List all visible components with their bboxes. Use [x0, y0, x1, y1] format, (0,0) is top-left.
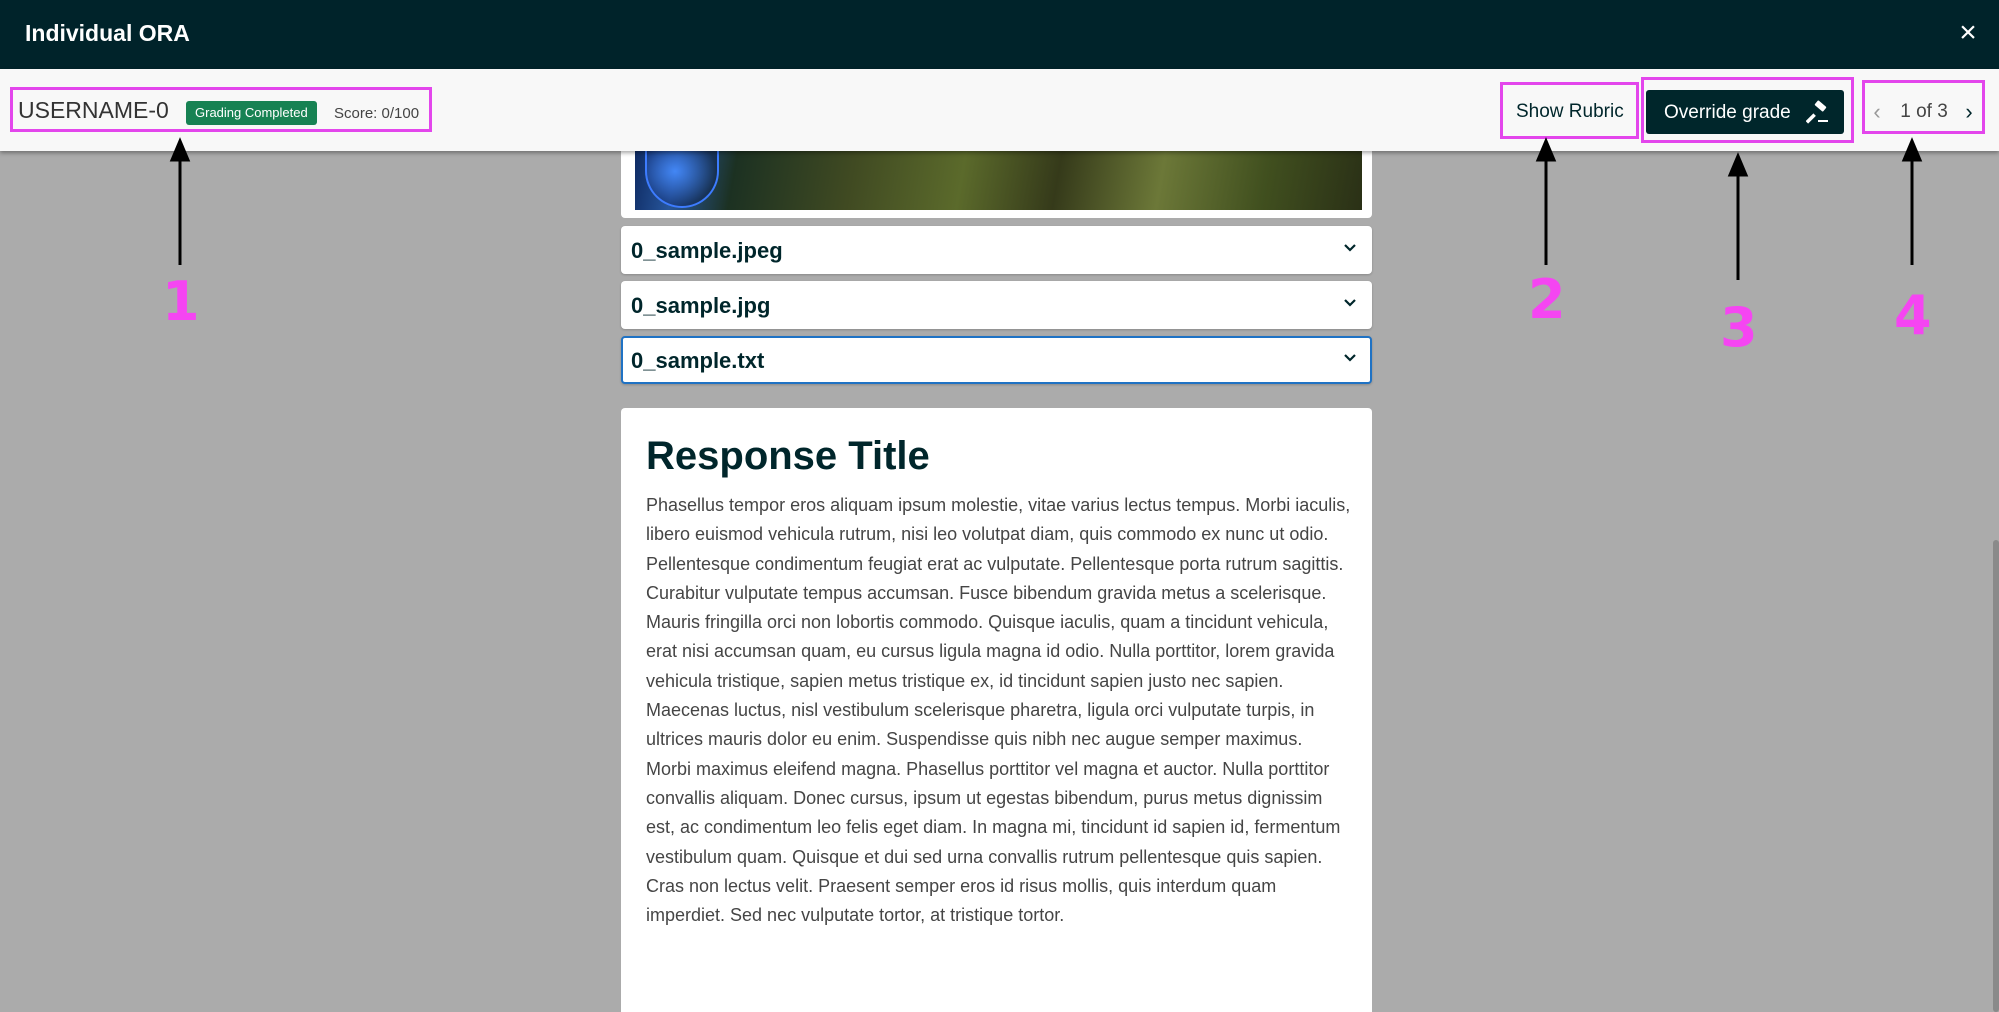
chevron-left-icon[interactable]: ‹ — [1873, 99, 1881, 124]
chevron-right-icon[interactable]: › — [1965, 99, 1973, 124]
modal-titlebar — [0, 0, 1999, 69]
submission-pager — [1864, 91, 1984, 133]
close-icon[interactable]: × — [1959, 16, 1977, 49]
override-grade-button[interactable] — [1646, 90, 1844, 134]
scrollbar[interactable] — [1993, 540, 1999, 1012]
annotation-number-2: 2 — [1528, 268, 1566, 331]
chevron-down-icon — [1340, 348, 1360, 368]
file-name: 0_sample.txt — [631, 348, 765, 373]
annotation-number-4: 4 — [1894, 284, 1932, 347]
response-card — [621, 408, 1372, 1012]
override-grade-label: Override grade — [1664, 102, 1791, 123]
file-row-txt[interactable] — [621, 336, 1372, 384]
submission-header — [0, 69, 1999, 151]
file-name: 0_sample.jpeg — [631, 238, 783, 263]
chevron-down-icon — [1340, 293, 1360, 313]
pager-label: 1 of 3 — [1900, 101, 1948, 122]
annotation-arrowhead-3 — [1730, 156, 1746, 175]
chevron-down-icon — [1340, 238, 1360, 258]
file-row-jpeg[interactable] — [621, 226, 1372, 274]
annotation-number-3: 3 — [1720, 296, 1758, 359]
image-decoration — [645, 148, 719, 208]
response-body: Phasellus tempor eros aliquam ipsum molestie, vitae varius lectus tempus. Morbi iaculis, libero euismod vehicula rutrum, nisi leo volutpat diam, quis commodo ex nunc ut odio. Pellentesque condimentum feugiat erat ac vulputate. Pellentesque porta rutrum sagittis. Curabitur vulputate tempus accumsan. Fusce bibendum gravida metus a scelerisque. Mauris fringilla orci non lobortis commodo. Quisque iaculis, quam a tincidunt vehicula, erat nisi accumsan quam, eu cursus ligula magna id odio. Nulla porttitor, lorem gravida vehicula tristique, sapien metus tristique ex, id tincidunt sapien justo nec sapien. Maecenas luctus, nisl vestibulum scelerisque pharetra, ligula orci vulputate turpis, in ultrices mauris dolor eu enim. Suspendisse quis nibh nec augue semper maximus. Morbi maximus eleifend magna. Phasellus porttitor vel magna et auctor. Nulla porttitor convallis aliquam. Donec cursus, ipsum ut egestas bibendum, purus metus dignissim est, ac condimentum leo felis eget diam. In magna mi, tincidunt id sapien id, fermentum vestibulum quam. Quisque et dui sed urna convallis rutrum pellentesque quis sapien. Cras non lectus velit. Praesent semper eros id risus mollis, quis interdum quam imperdiet. Sed nec vulputate tortor, at tristique tortor. — [646, 495, 1351, 926]
image-preview — [635, 148, 1362, 210]
annotation-number-1: 1 — [162, 270, 200, 333]
username: USERNAME-0 — [18, 97, 169, 123]
modal-title: Individual ORA — [25, 20, 190, 46]
show-rubric-button[interactable]: Show Rubric — [1506, 92, 1634, 132]
image-preview-card — [621, 148, 1372, 218]
file-row-jpg[interactable] — [621, 281, 1372, 329]
response-title: Response Title — [646, 434, 930, 478]
gavel-icon — [1806, 100, 1830, 124]
status-badge: Grading Completed — [186, 101, 317, 125]
score-label: Score: 0/100 — [334, 105, 420, 122]
file-name: 0_sample.jpg — [631, 293, 771, 318]
